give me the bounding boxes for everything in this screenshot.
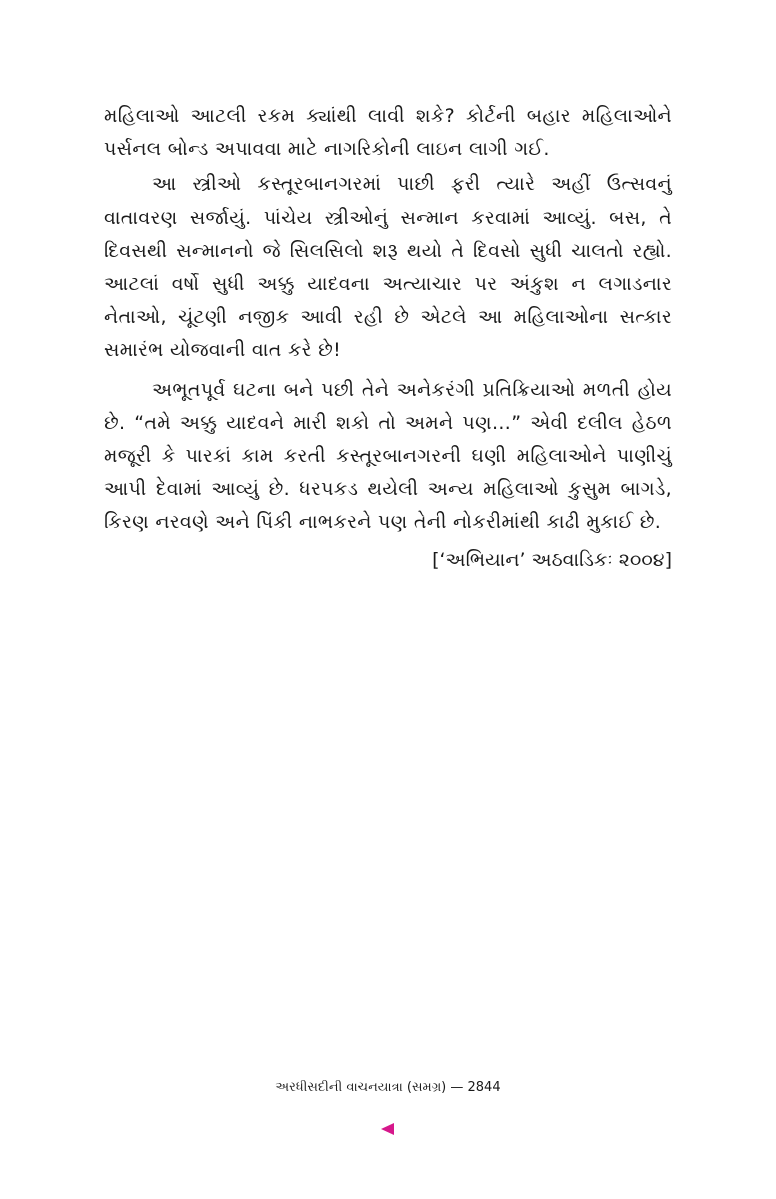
page-footer: અરધીસદીની વાચનયાત્રા (સમગ્ર) — 2844	[275, 1080, 501, 1095]
paragraph-1: મહિલાઓ આટલી રકમ ક્યાંથી લાવી શકે? કોર્ટની બહાર મહિલાઓને પર્સનલ બોન્ડ અપાવવા માટે નાગરિકોની લાઇન લાગી ગઈ.	[104, 105, 672, 161]
prev-page-icon[interactable]	[381, 1123, 394, 1135]
paragraph-3: અભૂતપૂર્વ ઘટના બને પછી તેને અનેકરંગી પ્રતિક્રિયાઓ મળતી હોય છે. “તમે અક્કુ યાદવને મારી શકો તો અમને પણ…” એવી દલીલ હેઠળ મજૂરી કે પારકાં કામ કરતી કસ્તૂરબાનગરની ઘણી મહિલાઓને પાણીચું આપી દેવામાં આવ્યું છે. ધરપકડ થયેલી અન્ય મહિલાઓ કુસુમ બાગડે, કિરણ નરવણે અને પિંકી નાભકરને પણ તેની નોકરીમાંથી કાઢી મુકાઈ છે.	[104, 378, 672, 534]
article-body	[104, 100, 672, 577]
source-citation: [‘અભિયાન’ અઠવાડિકઃ ૨૦૦૪]	[432, 548, 672, 571]
paragraph-2: આ સ્ત્રીઓ કસ્તૂરબાનગરમાં પાછી ફરી ત્યારે અહીં ઉત્સવનું વાતાવરણ સર્જાયું. પાંચેય સ્ત્રીઓનું સન્માન કરવામાં આવ્યું. બસ, તે દિવસથી સન્માનનો જે સિલસિલો શરૂ થયો તે દિવસો સુધી ચાલતો રહ્યો. આટલાં વર્ષો સુધી અક્કુ યાદવના અત્યાચાર પર અંકુશ ન લગાડનાર નેતાઓ, ચૂંટણી નજીક આવી રહી છે એટલે આ મહિલાઓના સત્કાર સમારંભ યોજવાની વાત કરે છે!	[104, 173, 672, 362]
